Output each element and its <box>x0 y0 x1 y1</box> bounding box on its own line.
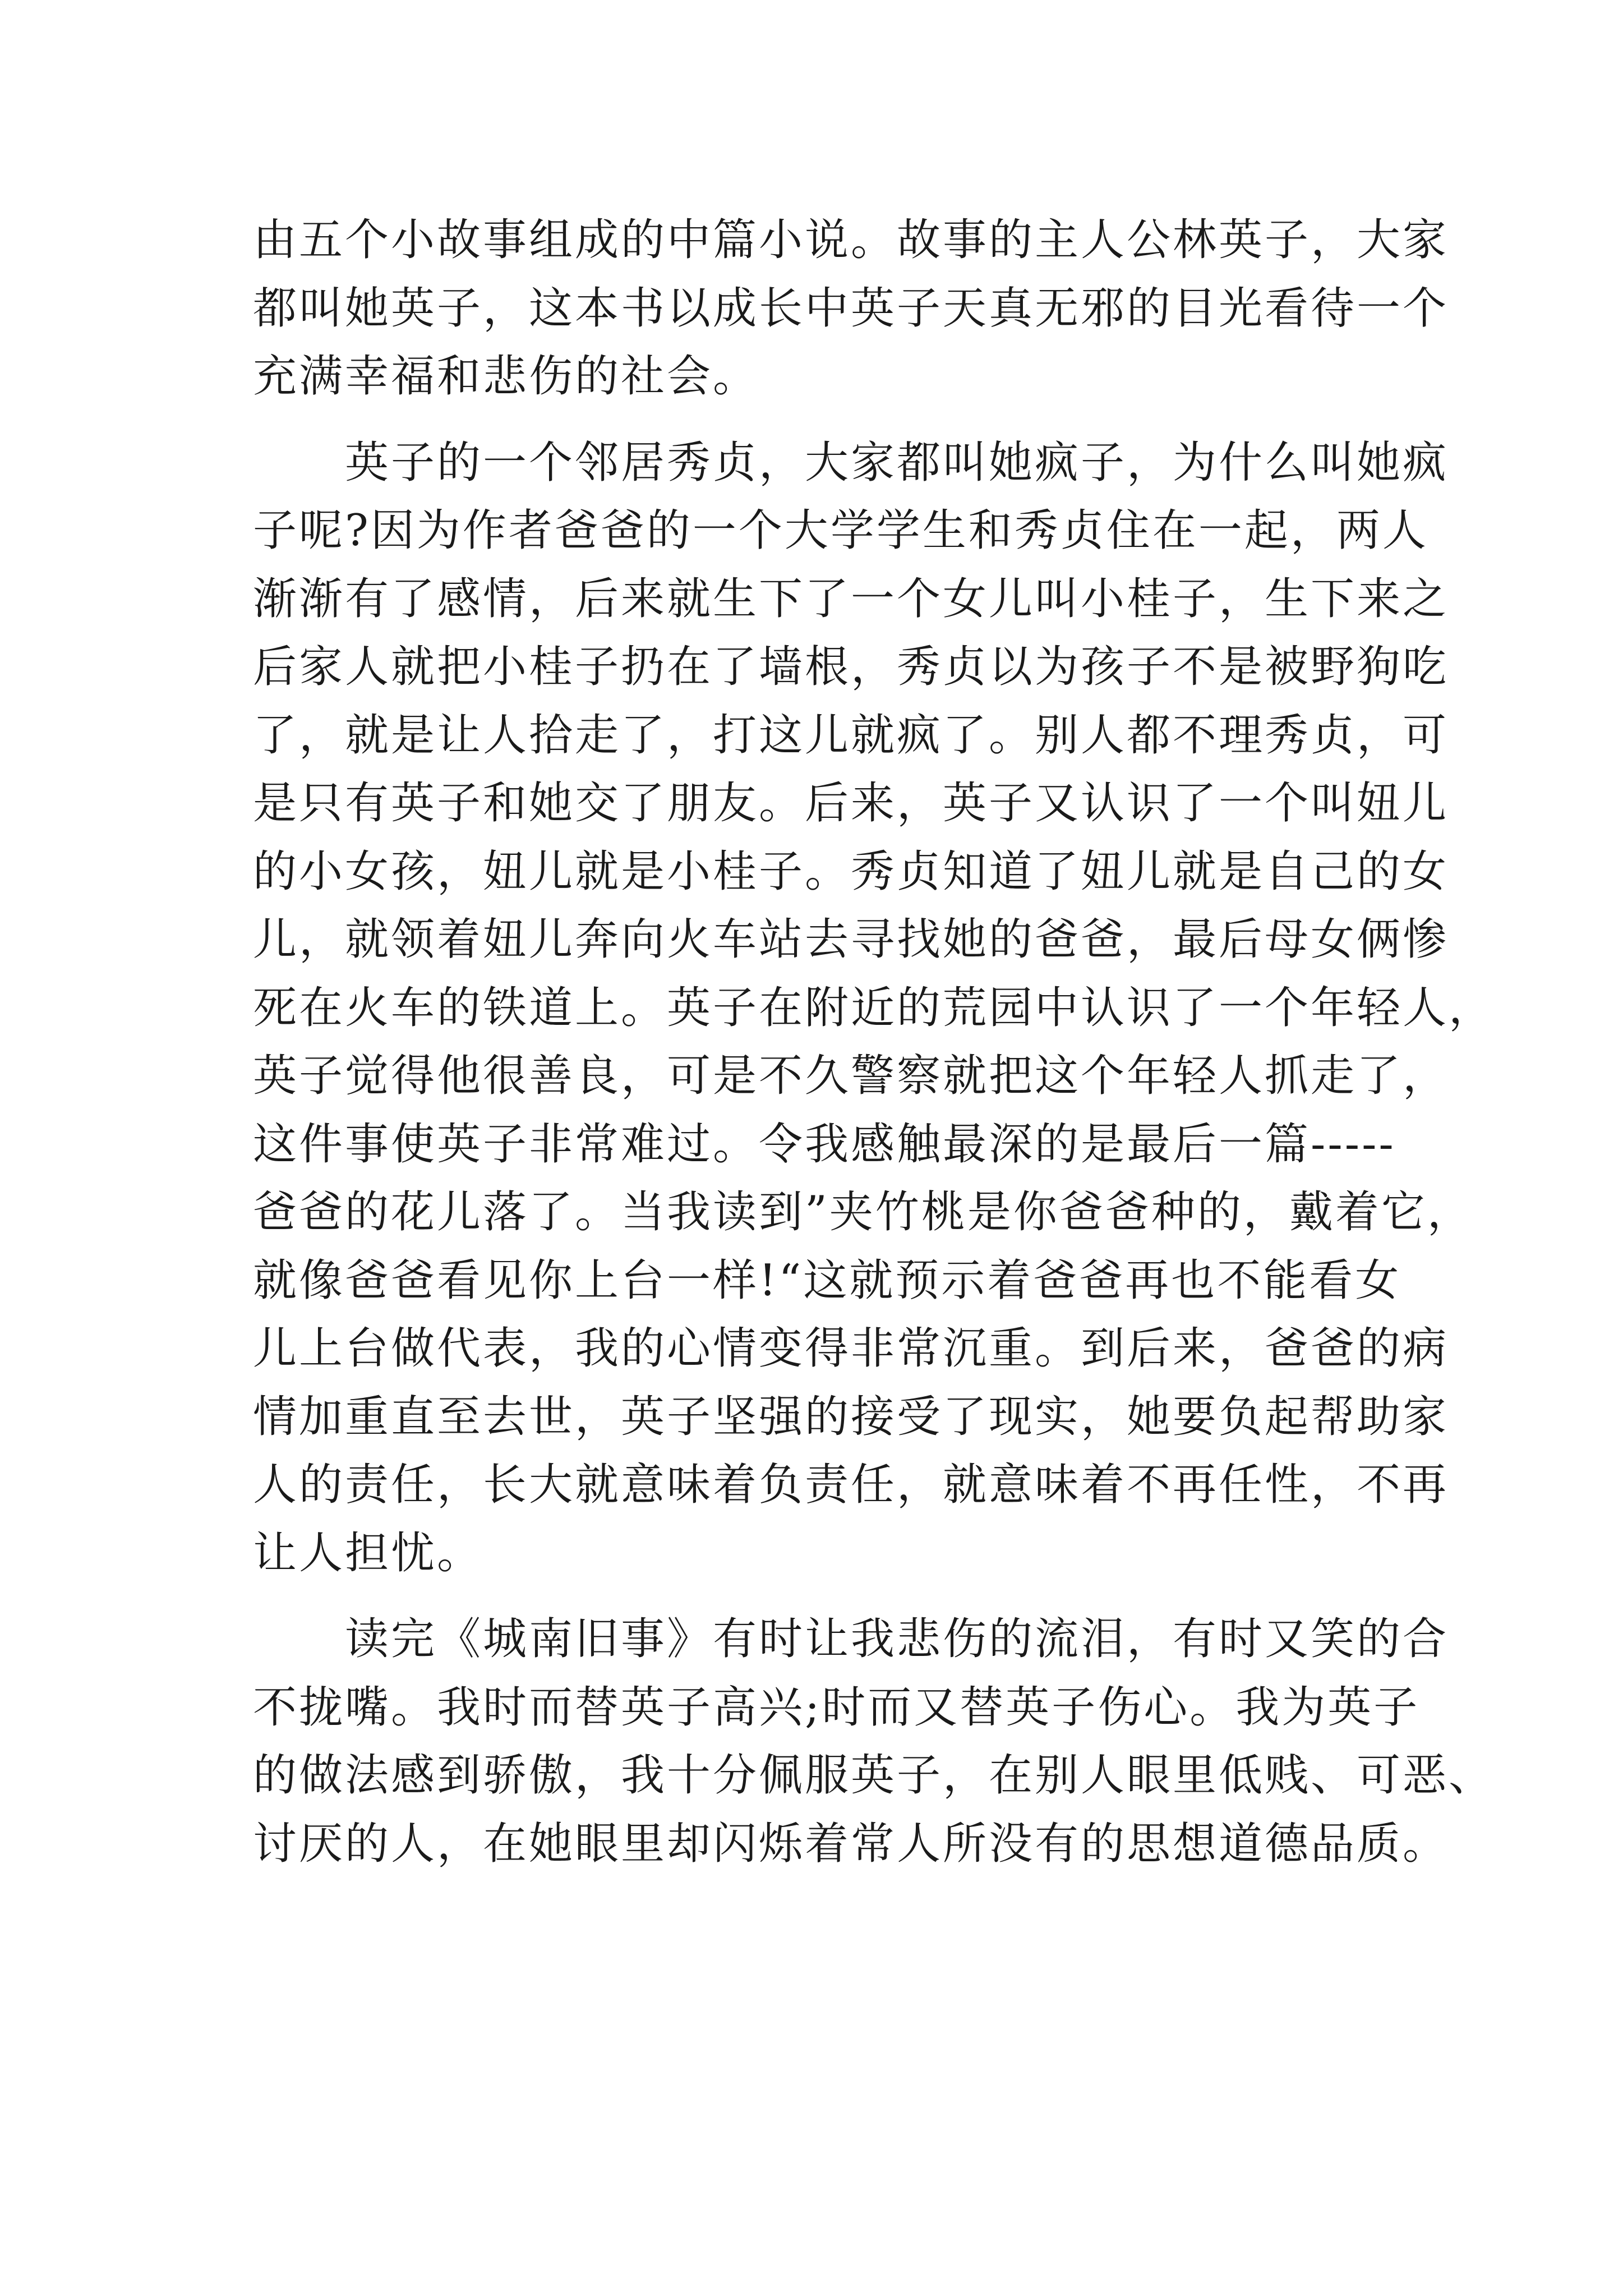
text-line: 都叫她英子，这本书以成长中英子天真无邪的目光看待一个 <box>253 283 1449 334</box>
document-body <box>253 206 1495 1896</box>
text-line: 的小女孩，妞儿就是小桂子。秀贞知道了妞儿就是自己的女 <box>253 846 1449 897</box>
text-line: 不拢嘴。我时而替英子高兴;时而又替英子伤心。我为英子 <box>253 1682 1420 1733</box>
paragraph <box>253 429 1495 1588</box>
text-line: 的做法感到骄傲，我十分佩服英子，在别人眼里低贱、可恶、 <box>253 1750 1495 1801</box>
text-line: 是只有英子和她交了朋友。后来，英子又认识了一个叫妞儿 <box>253 778 1449 829</box>
text-line: 爸爸的花儿落了。当我读到”夹竹桃是你爸爸种的，戴着它， <box>253 1187 1473 1237</box>
text-line: 充满幸福和悲伤的社会。 <box>253 351 759 402</box>
text-line: 子呢?因为作者爸爸的一个大学学生和秀贞住在一起，两人 <box>253 505 1428 556</box>
text-line: 儿，就领着妞儿奔向火车站去寻找她的爸爸，最后母女俩惨 <box>253 914 1449 965</box>
text-line: 由五个小故事组成的中篇小说。故事的主人公林英子，大家 <box>253 215 1449 265</box>
text-line: 后家人就把小桂子扔在了墙根，秀贞以为孩子不是被野狗吃 <box>253 642 1449 692</box>
text-line: 情加重直至去世，英子坚强的接受了现实，她要负起帮助家 <box>253 1391 1449 1442</box>
text-line: 读完《城南旧事》有时让我悲伤的流泪，有时又笑的合 <box>345 1614 1449 1664</box>
text-line: 了，就是让人拾走了，打这儿就疯了。别人都不理秀贞，可 <box>253 710 1449 761</box>
text-line: 讨厌的人，在她眼里却闪烁着常人所没有的思想道德品质。 <box>253 1818 1449 1869</box>
text-line: 死在火车的铁道上。英子在附近的荒园中认识了一个年轻人， <box>253 982 1495 1033</box>
paragraph <box>253 206 1449 411</box>
text-line: 渐渐有了感情，后来就生下了一个女儿叫小桂子，生下来之 <box>253 573 1449 624</box>
text-line: 就像爸爸看见你上台一样!“这就预示着爸爸再也不能看女 <box>253 1255 1401 1306</box>
text-line: 英子觉得他很善良，可是不久警察就把这个年轻人抓走了， <box>253 1051 1449 1101</box>
text-line: 人的责任，长大就意味着负责任，就意味着不再任性，不再 <box>253 1460 1449 1510</box>
text-line: 让人担忧。 <box>253 1527 483 1579</box>
paragraph <box>253 1605 1495 1878</box>
text-line: 这件事使英子非常难过。令我感触最深的是最后一篇----- <box>253 1119 1396 1170</box>
text-line: 儿上台做代表，我的心情变得非常沉重。到后来，爸爸的病 <box>253 1323 1449 1374</box>
text-line: 英子的一个邻居秀贞，大家都叫她疯子，为什么叫她疯 <box>345 437 1449 488</box>
